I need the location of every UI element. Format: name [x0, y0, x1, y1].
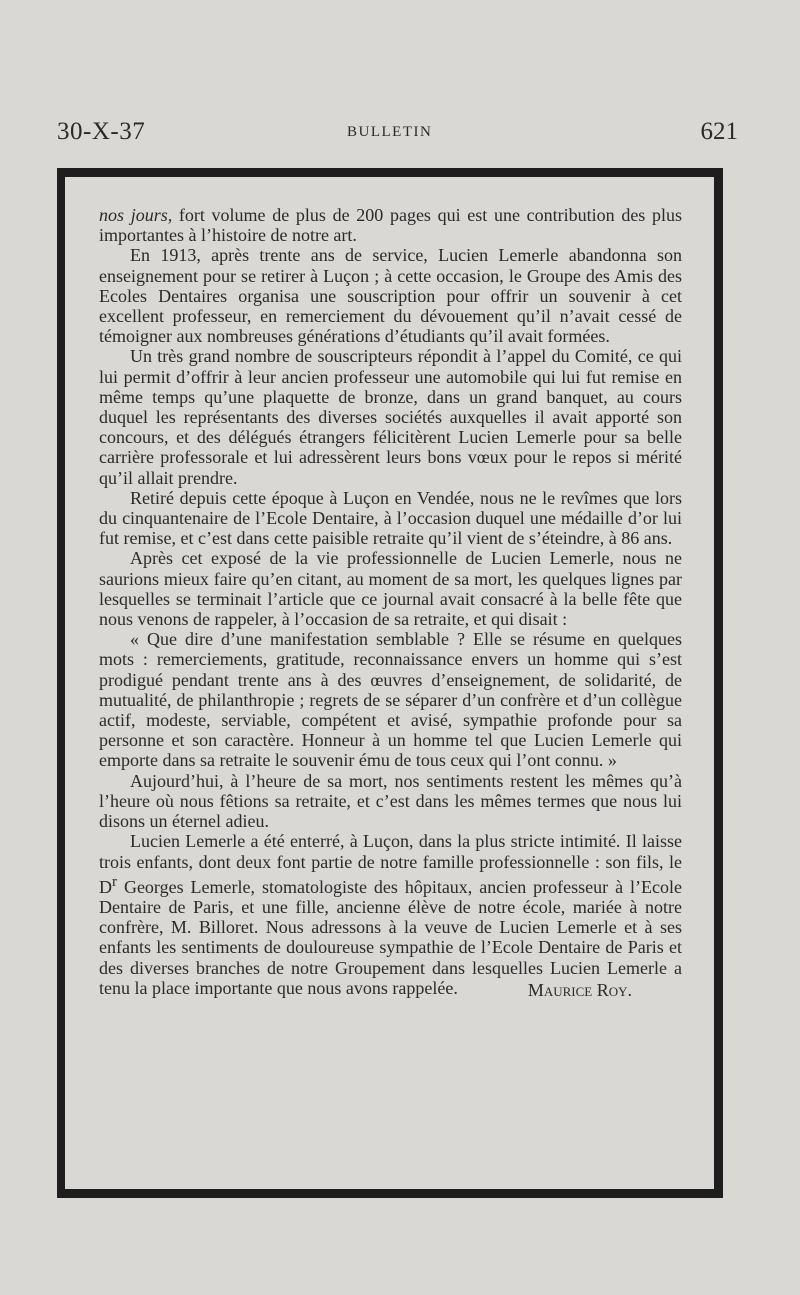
paragraph-3: Un très grand nombre de souscripteurs répondit à l’appel du Comité, ce qui lui permit d’offrir à leur ancien professeur une automobile qui lui fut remise en même temps qu’une plaquette de bronze, dans un grand banquet, au cours duquel les représentants des diverses sociétés auxquelles il avait apporté son concours, et des délégués étrangers félicitèrent Lucien Lemerle pour sa belle carrière professorale et lui adressèrent leurs bons vœux pour le repos si mérité qu’il allait prendre. [99, 346, 682, 488]
paragraph-1 [99, 205, 682, 245]
issue-date: 30-X-37 [57, 118, 146, 145]
quotation-paragraph: « Que dire d’une manifestation semblable ? Elle se résume en quelques mots : remerciements, gratitude, reconnaissance envers un homme qui s’est prodigué pendant trente ans à des œuvres d’enseignement, de solidarité, de mutualité, de philanthropie ; regrets de se séparer d’un confrère et d’un collègue actif, modeste, serviable, compétent et avisé, sympathie profonde pour sa personne et son caractère. Honneur à un homme tel que Lucien Lemerle qui emporte dans sa retraite le souvenir ému de tous ceux qui l’ont connu. » [99, 629, 682, 771]
author-signature: Maurice Roy. [527, 979, 632, 1000]
book-title-fragment: nos jours, [99, 205, 173, 225]
doctor-abbrev-sup: r [112, 873, 117, 890]
page-header [0, 118, 800, 148]
paragraph-2: En 1913, après trente ans de service, Lucien Lemerle abandonna son enseignement pour se retirer à Luçon ; à cette occasion, le Groupe des Amis des Ecoles Dentaires organisa une souscription pour offrir un souvenir à cet excellent professeur, en remerciement du dévouement qu’il n’avait cessé de témoigner aux nombreuses générations d’étudiants qu’il avait formées. [99, 245, 682, 347]
running-title: BULLETIN [347, 124, 433, 140]
page-number: 621 [700, 118, 738, 145]
paragraph-4: Retiré depuis cette époque à Luçon en Vendée, nous ne le revîmes que lors du cinquantenaire de l’Ecole Dentaire, à l’occasion duquel une médaille d’or lui fut remise, et c’est dans cette paisible retraite qu’il vient de s’éteindre, à 86 ans. [99, 487, 682, 549]
paragraph-7: Aujourd’hui, à l’heure de sa mort, nos sentiments restent les mêmes qu’à l’heure où nous fêtions sa retraite, et c’est dans les mêmes termes que nous lui disons un éternel adieu. [99, 770, 682, 832]
obituary-text [99, 205, 682, 1000]
paragraph-8-text-b: Georges Lemerle, stomatologiste des hôpitaux, ancien professeur à l’Ecole Dentaire de Paris, et une fille, ancienne élève de notre école, mariée à notre confrère, M. Billoret. Nous adressons à la veuve de Lucien Lemerle et à ses enfants les sentiments de douloureuse sympathie de l’Ecole Dentaire de Paris et des diverses branches de notre Groupement dans lesquelles Lucien Lemerle a tenu la place importante que nous avons rappelée. [99, 876, 682, 998]
paragraph-8 [99, 831, 682, 998]
paragraph-1-text: fort volume de plus de 200 pages qui est une contribution des plus importantes à l’histoire de notre art. [99, 205, 683, 246]
paragraph-5: Après cet exposé de la vie professionnelle de Lucien Lemerle, nous ne saurions mieux faire qu’en citant, au moment de sa mort, les quelques lignes par lesquelles se terminait l’article que ce journal avait consacré à la belle fête que nous venons de rappeler, à l’occasion de sa retraite, et qui disait : [99, 548, 682, 630]
paragraph-8-text-a: Lucien Lemerle a été enterré, à Luçon, dans la plus stricte intimité. Il laisse trois enfants, dont deux font partie de notre famille professionnelle : son fils, le D [99, 831, 682, 897]
